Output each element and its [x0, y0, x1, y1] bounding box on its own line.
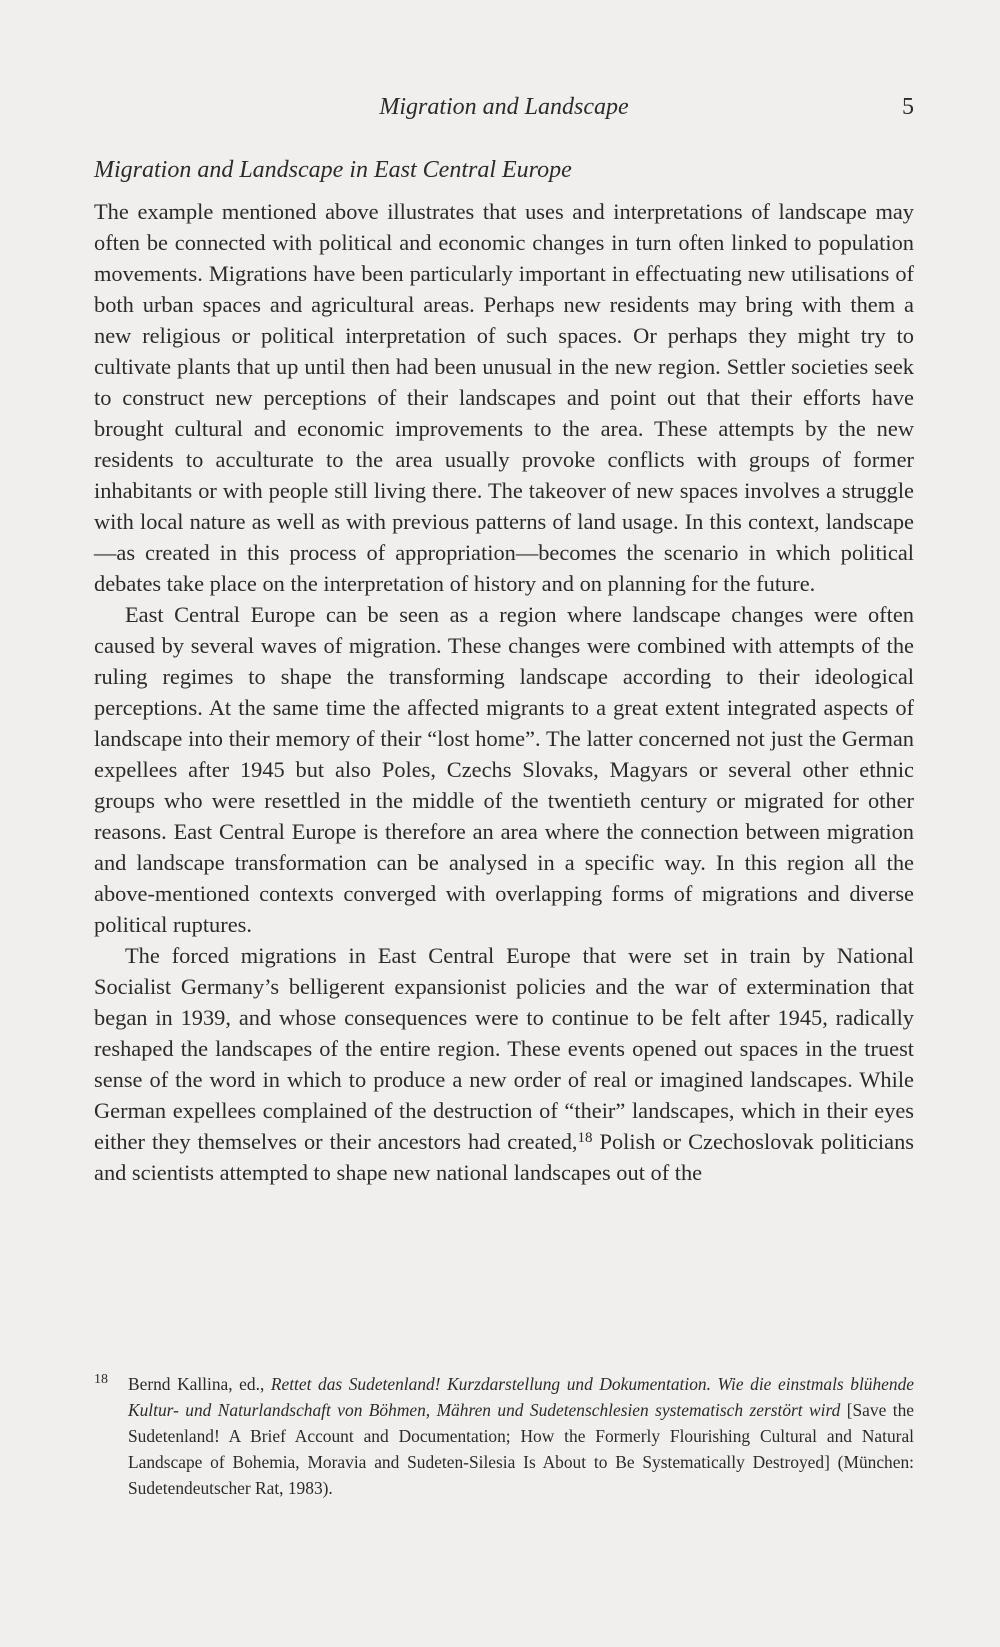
footnote-number: 18 [94, 1372, 108, 1387]
footnote-author: Bernd Kallina, ed., [128, 1374, 271, 1394]
footnote-details: [Save the Sudetenland! A Brief Account and Documentation; How the Formerly Flourishing Cultural and Natural Landscape of Bohemia, Moravia and Sudeten-Silesia Is About to Be Systematically Destroyed] (München: Sudetendeutscher Rat, 1983). [128, 1400, 914, 1498]
paragraph-2: East Central Europe can be seen as a region where landscape changes were often caused by several waves of migration. These changes were combined with attempts of the ruling regimes to shape the transforming landscape according to their ideological perceptions. At the same time the affected migrants to a great extent integrated aspects of landscape into their memory of their “lost home”. The latter concerned not just the German expellees after 1945 but also Poles, Czechs Slovaks, Magyars or several other ethnic groups who were resettled in the middle of the twentieth century or migrated for other reasons. East Central Europe is therefore an area where the connection between migration and landscape transformation can be analysed in a specific way. In this region all the above-mentioned contexts converged with overlapping forms of migrations and diverse political ruptures. [94, 602, 914, 937]
section-heading: Migration and Landscape in East Central Europe [94, 157, 572, 183]
page-number: 5 [902, 94, 914, 120]
paragraph-3-text-end: Polish or Czechoslovak politicians and scientists attempted to shape new national landscapes out of the [94, 1129, 914, 1185]
body-text [94, 196, 914, 1188]
running-header [94, 90, 914, 124]
footnotes [94, 1371, 914, 1501]
footnote-reference: 18 [577, 1130, 593, 1146]
paragraph-3 [94, 940, 914, 1188]
paragraph-3-text-start: The forced migrations in East Central Europe that were set in train by National Socialist Germany’s belligerent expansionist policies and the war of extermination that began in 1939, and whose consequences were to continue to be felt after 1945, radically reshaped the landscapes of the entire region. These events opened out spaces in the truest sense of the word in which to produce a new order of real or imagined landscapes. While German expellees complained of the destruction of “their” landscapes, which in their eyes either they themselves or their ancestors had created, [94, 943, 914, 1154]
footnote-18 [94, 1371, 914, 1501]
running-title: Migration and Landscape [379, 94, 629, 120]
paragraph-1: The example mentioned above illustrates that uses and interpretations of landscape may often be connected with political and economic changes in turn often linked to population movements. Migrations have been particularly important in effectuating new utilisations of both urban spaces and agricultural areas. Perhaps new residents may bring with them a new religious or political interpretation of such spaces. Or perhaps they might try to cultivate plants that up until then had been unusual in the new region. Settler societies seek to construct new perceptions of their landscapes and point out that their efforts have brought cultural and economic improvements to the area. These attempts by the new residents to acculturate to the area usually provoke conflicts with groups of former inhabitants or with people still living there. The takeover of new spaces involves a struggle with local nature as well as with previous patterns of land usage. In this context, landscape—as created in this process of appropriation—becomes the scenario in which political debates take place on the interpretation of history and on planning for the future. [94, 199, 914, 596]
footnote-title: Rettet das Sudetenland! Kurzdarstellung und Dokumentation. Wie die einstmals blühende Kultur- und Naturlandschaft von Böhmen, Mähren und Sudetenschlesien systematisch zerstört wird [128, 1374, 914, 1420]
